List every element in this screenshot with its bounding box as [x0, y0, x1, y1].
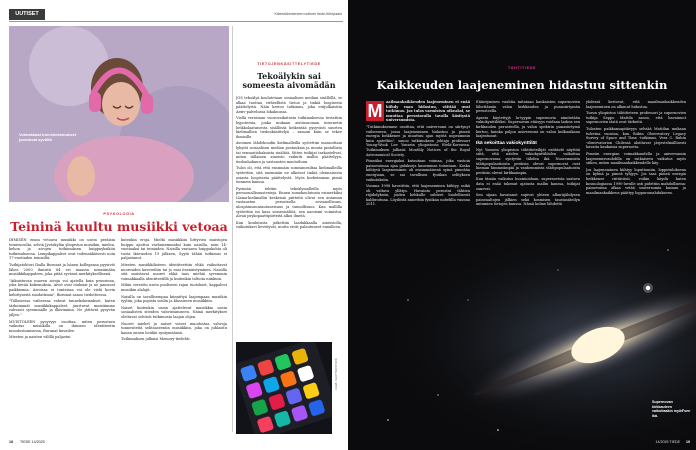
article2-paragraph: Kun koulutusta jatkettiin laadukkaalla aineistolla, vaikutukset lievittyvät, mutta eivät palautuneet ennalleen.	[236, 220, 342, 230]
article1-kicker: PSYKOLOGIA	[103, 212, 135, 216]
right-column-2	[476, 100, 580, 275]
article1-paragraph: Miesten musiikkilisteen identiteettiin ehkä vaikuttavat nuoruuden kavereihin tai jo ensi itsenäistyminen. Naisilla sitä muistavat nuoret ehkä taas miehiä syvemmin voimakkaalla identiteetillä ja kuitenkin taltiota niinkuin.	[121, 262, 227, 281]
article1-headline: Teininä kuultu musiikki vetoaa	[10, 219, 228, 234]
article1-paragraph: Naiset kuitenkin usein ajattelevat musiikkia usein sosiaalisten siteiden vahvistamiseen. Nämä merkitykset olettavat selvästi tutkimusta laajan ohjen.	[121, 305, 227, 319]
right-page	[348, 0, 696, 450]
body-paragraph: "Tutkimuksemme osoittaa, että universumi on siirtynyt vaiheeseen, jossa laajeneminen hidastuu ja pimeä energia heikkenee ja muuttuu ajan myötä nopeammin kuin ajateltiin", sanoo tutkimuksen johtaja professori Young-Wook Lee Yonsein yliopistosta Etelä-Koreassa. Tutkimuksen julkaisi Monthly Notices of the Royal Astronomical Society.	[366, 124, 470, 157]
woman-with-headphones-illustration	[9, 26, 229, 202]
body-paragraph: Aprata käytettyjä Ia-tyypin supernovia nimitetään vakiokynttilöiksi. Supernovan etäisyys voidaan laskea sen kirkkauden perusteella, ja valon spektrin punasiirtymä kertoo, kuinka paljon universumi on valon kulkuaikana laajentunut.	[476, 115, 580, 139]
photo-caption: Voimakkaat tunnekokemukset juontuvat syvältä.	[19, 132, 77, 142]
body-paragraph: yhdessä kertovat, että maailmankaikkeuden laajeneminen on alkanut hidastua.	[586, 100, 686, 109]
section-tab: UUTISET	[9, 9, 45, 20]
body-paragraph: Vuonna 1998 havaittiin, että laajeneminen kiihtyy, mikä oli valtava yllätys. Havainto perustui tähtien räjähdyksiin, joiden hehkulle suhteet huolellisesti kalibroituna. Löydöstä annettiin fysiikan nobelilla vuonna 2011.	[366, 184, 470, 207]
page-number-right: 19	[686, 440, 690, 444]
article1-paragraph: MUISTOLEEN pysyvyys osoittaa, miten perustava vaikutus musiikilla on ihmisen identiteetin muodostumisessa, Burunat kuvailee.	[9, 319, 115, 333]
article2-paragraph: Avoimen lähdekoodin kielimalleilla syötettiin massoittain lyhyitä sosiaalisen median postauksia ja muuta pintallista tai sensaatiohakuista sisältöä. Sitten tutkijat tarkastelivat, miten tällainen aineisto vaikutti mallin päättelyyn, tiedonhakuun ja vastausten muotoiluun.	[236, 141, 342, 164]
article2-column	[236, 96, 342, 338]
article2-paragraph: Tulos oli, että että ensinnäin someainesiltaa kielimalleilla syötettiin, sitä enemmän ne alkoivat tinkiä olennaisesta asiasta loogisesta päättelystä. Myös korkeimman pimiä tiennein kanssa.	[236, 166, 342, 185]
article1-paragraph: "Aikuistuvan nuoren aivoja voi ajatella kuin pesuriena, joka kerää kokemuksia. Aivot ovat otaksiat ja ne janoavat paikkiemia. Aivoissa ei tunteissa voi ole vielä kovin kehittyneitä suodattimia", Burunat sanoo tiedotteessa.	[9, 278, 115, 297]
article2-headline: Tekoälykin sai someesta aivomädän	[242, 71, 336, 90]
body-paragraph: Etäintymisen vauhtia mitataan kaukaisten supernovien lähettämän valon kirkkauden ja punasiirtymän perusteella.	[476, 100, 580, 114]
body-paragraph: Jos laajeneminen kiihtyy loputtomiin, lopputuloksena on kylmä ja pimeä tyhjyys. Jos taas pimeä energia heikkenee riittävästi, voikin käydä kuten kosmologiassa 1990-luvulle asti pidettiin mahdollisena: painovoima alkaa vetää universumia kasaan ja maailmankaikkeus päättyy loppuromahdukseen.	[586, 167, 686, 195]
article1-paragraph: Tutkijatohtori Iballa Burunat ja hänen kollegansa pyysivät lähes 2000 ihmistä 84 eri maassa nimeämään musiikkikappaleen, joka pitää syvässä merkityksellisenä.	[9, 262, 115, 277]
right-column-1	[366, 100, 470, 275]
page-number-left: 18	[9, 440, 13, 444]
smartphone-apps-photo	[236, 342, 332, 434]
body-paragraph: Pimeäksi energiaksi kutsutaan voimaa, joka vastoin painovoimaa ajaa galakseja kauemmas toisistaan. Koska kiihtyvä laajeneminen oli ensimmäisenä syinä pimeään energiaan, se sai tavallisen fysiikan selityksen vaikutuksiin.	[366, 159, 470, 182]
body-paragraph: Kun tämän vaikutus huomioidaan, supernovista saatava data ei enää tukenut ajatusta mallin kanssa, tutkijat sanovat.	[476, 177, 580, 191]
article2-paragraph: Pyrimää tehtiin tekoälymalleilla myös persoonallisuustesteja. Ennen somekoulutusta esimerkiksi Llama-kielimallin keskeisiä piirteitä olivat sen antaman vastausten perusteella sovinnollisuus, ulospäinsuuntautuneisuus ja tunnollisuus. Kun mallilla syötettiin iso kasa somesisältöä, sen narsismi voimistui. Aivan psykopaattipiirteitä alkoi ilmetä.	[236, 186, 342, 219]
article1-paragraph: "Tällaisessa vaiheessa vahvat tunnekokemukset, kuten tärkeimmät musiikkikappaleet, juurtuvat muistiimme vahvasti syvemmälle ja ilkivimmin. Ne jättävät pysyvän jäljen."	[9, 299, 115, 317]
article1-paragraph: IHMISEN ensin vetoava musiikki on usein peräisin teinivuosilta, selviä Jyväskylän yliopiston musiikin, mielen, kehon ja aivojen tutkimuksen huippuyksikön tutkimuksessa. Lempikappaleet ovat todennäköisesti noin 17-vuotiaden teinisiltä.	[9, 238, 115, 261]
body-paragraph: Nyt Yonsein yliopiston tähtitieteilijät esittävät näyttöä siitä, että näiden vakiokynttilöiden vaikuttaa supernovassa syntyvän tähden ikä. Nuoremmista tähtipopulaatioista peräisin olevat supernovat ovat hieman himmeämpiä ja vanhemmista tähtipopulaatioista peräisin olevat kirkkaampia.	[476, 147, 580, 175]
article-headline: Kaikkeuden laajeneminen hidastuu sittenkin	[376, 78, 668, 92]
photo-credit: KUVA: SHUTTERSTOCK	[334, 358, 338, 390]
footer-magazine-right: 14/2025 TIEDE	[655, 440, 680, 444]
footer-magazine-left: TIEDE 14/2025	[20, 440, 45, 444]
article1-paragraph: Mihin verrattu usein puoliseen rajan tuotokset, kappaleet musiikin alalajit.	[121, 283, 227, 292]
body-paragraph: Sen sijaan havainnot sopivat yhteen alkuräjähdysen paineaaltojen jälkien sekä kosmisen taustasäteilyn antamien tietojen kanssa. Nämä kolme lähdettä	[476, 193, 580, 207]
right-column-3	[586, 100, 686, 275]
article2-paragraph: Viellä verrataan vuorovaikutusta tutkimuksessa testattiin hypoteesia, jonka mukaan aistiusuoman internetin heikkolaatuisesta sisällöstä heikentää pysyvästi suurten kielimallien tiedonkäsittelyä – samoin kuin se tekee ihmisille.	[236, 116, 342, 139]
article2-paragraph: JOS tekoälyä koulutetaan sosiaalisen median sisällöllä, se alkaa tuottaa virheellistä tietoa ja tinkiä loogisesta päättelystä. Näin kertoo tutkimus, joka eräjulkaistiin Arxiv-palvelussa lokakuussa.	[236, 96, 342, 114]
article1-column-1	[9, 238, 115, 434]
top-rule	[9, 21, 343, 22]
subheading: Ikä sekoittaa vakiokynttilät	[476, 140, 537, 146]
article1-column-2	[121, 238, 227, 434]
headphones-photo	[9, 26, 229, 202]
article1-paragraph: Miesten ja naisten välillä paljastui	[9, 335, 71, 340]
article1-paragraph: kutenkin eroja. Mieltä musiikkiin liittyvien muistojen huippu ajoittui varhaisemmaksi kuin naisilla, noin 14-vuotiaaksi tai teiniuden. Naisilla vastaava huippukohta oli vasta ikävuoden 19 jälkeen, Syytä tähän tutkimus ei paljastanut.	[121, 238, 227, 261]
article-kicker: TÄHTITIEDE	[507, 66, 537, 70]
article1-paragraph: Tutkimuksen julkaisi Memory-tiedehti.	[121, 337, 191, 342]
body-paragraph: Tulosten paikkansapitävyys selviää Mattilan mukaan tulevina vuosina, kun Rubin Observatory Legacy Survey of Space and Time ‑tutkimus, Vera C. Rubin ‑observatorion Chilessä aloittavat järjestelmällisesti havaita kaukaisia supernovia.	[586, 126, 686, 150]
drop-cap: M	[367, 101, 383, 121]
column-divider	[232, 26, 233, 432]
article1-paragraph: Naisilla on tavallisempaa kiinnittyä laajempaan musiikin tyyliin, joka popista soulin ja klassiseen musiikkiin.	[121, 294, 227, 304]
lead-paragraph: aailmankaikkeuden laajeneminen ei enää kiihdy vaan hidastuu, väittää uusi tutkimus. Jos tulos varmistuu oikeaksi, se muuttaa perustavalla tavalla käsitystä universumista.	[386, 100, 470, 123]
page-tagline: Kärestöinmieneen uutinen tiede-führipaalu	[274, 12, 342, 16]
article2-kicker: TIETOJENKÄSITTELYTIEDE	[257, 62, 321, 66]
article1-paragraph: Nuoret miehet ja naiset voivat muodostaa vahvoja tunnesiteitä selitaaseeniin musiikkiin, joka on juhlaistu kauan ennen heidän syntymäänsä.	[121, 321, 227, 335]
body-paragraph: Pimeän energian voimakkuudella ja universumin laajenemisvauhdilla on ratkaiseva vaikutus myös siihen, miten maailmankaikkeudelle käy.	[586, 151, 686, 166]
app-icons-illustration	[236, 342, 332, 434]
image-caption: Supernovan kirkkauteen vaikuttaakin myös sen ikä.	[652, 400, 691, 418]
body-paragraph: Turun yliopiston tähtitieteen professori ja supernovien tutkija Seppo Mattila sanoo, että havainnot supernovien iästä ovat tärkeitä.	[586, 111, 686, 125]
